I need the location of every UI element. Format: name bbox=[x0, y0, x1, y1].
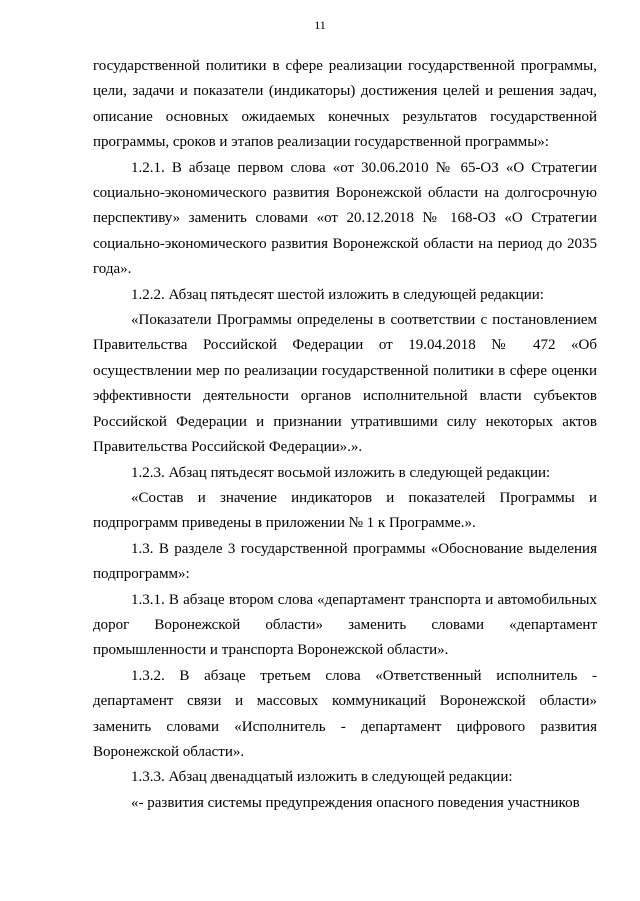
paragraph-1-2-3-quote: «Состав и значение индикаторов и показателей Программы и подпрограмм приведены в приложении № 1 к Программе.». bbox=[93, 489, 597, 532]
paragraph-1-2-2-quote: «Показатели Программы определены в соответствии с постановлением Правительства Российской Федерации от 19.04.2018 № 472 «Об осуществлении мер по реализации государственной политики в сфере оценки эффективности деятельности органов исполнительной власти субъектов Российской Федерации и признании утратившими силу некоторых актов Правительства Российской Федерации».». bbox=[93, 312, 597, 456]
paragraph-intro-continuation: государственной политики в сфере реализации государственной программы, цели, задачи и показатели (индикаторы) достижения целей и решения задач, описание основных ожидаемых конечных результатов государственной программы, сроков и этапов реализации государственной программы»: bbox=[93, 58, 597, 151]
paragraph-1-3-1: 1.3.1. В абзаце втором слова «департамент транспорта и автомобильных дорог Воронежской области» заменить словами «департамент промышленности и транспорта Воронежской области». bbox=[93, 591, 597, 659]
paragraph-1-3-3-quote: «- развития системы предупреждения опасного поведения участников bbox=[131, 794, 580, 811]
paragraph-1-2-2: 1.2.2. Абзац пятьдесят шестой изложить в следующей редакции: bbox=[131, 286, 544, 303]
paragraph-1-2-1: 1.2.1. В абзаце первом слова «от 30.06.2010 № 65-ОЗ «О Стратегии социально-экономического развития Воронежской области на долгосрочную перспективу» заменить словами «от 20.12.2018 № 168-ОЗ «О Стратегии социально-экономического развития Воронежской области на период до 2035 года». bbox=[93, 159, 597, 278]
document-body bbox=[93, 54, 597, 816]
paragraph-1-3-2: 1.3.2. В абзаце третьем слова «Ответственный исполнитель - департамент связи и массовых коммуникаций Воронежской области» заменить словами «Исполнитель - департамент цифрового развития Воронежской области». bbox=[93, 667, 597, 760]
paragraph-1-3: 1.3. В разделе 3 государственной программы «Обоснование выделения подпрограмм»: bbox=[93, 540, 597, 583]
paragraph-1-3-3: 1.3.3. Абзац двенадцатый изложить в следующей редакции: bbox=[131, 769, 513, 786]
page-number: 11 bbox=[314, 18, 326, 32]
paragraph-1-2-3: 1.2.3. Абзац пятьдесят восьмой изложить в следующей редакции: bbox=[131, 464, 551, 481]
